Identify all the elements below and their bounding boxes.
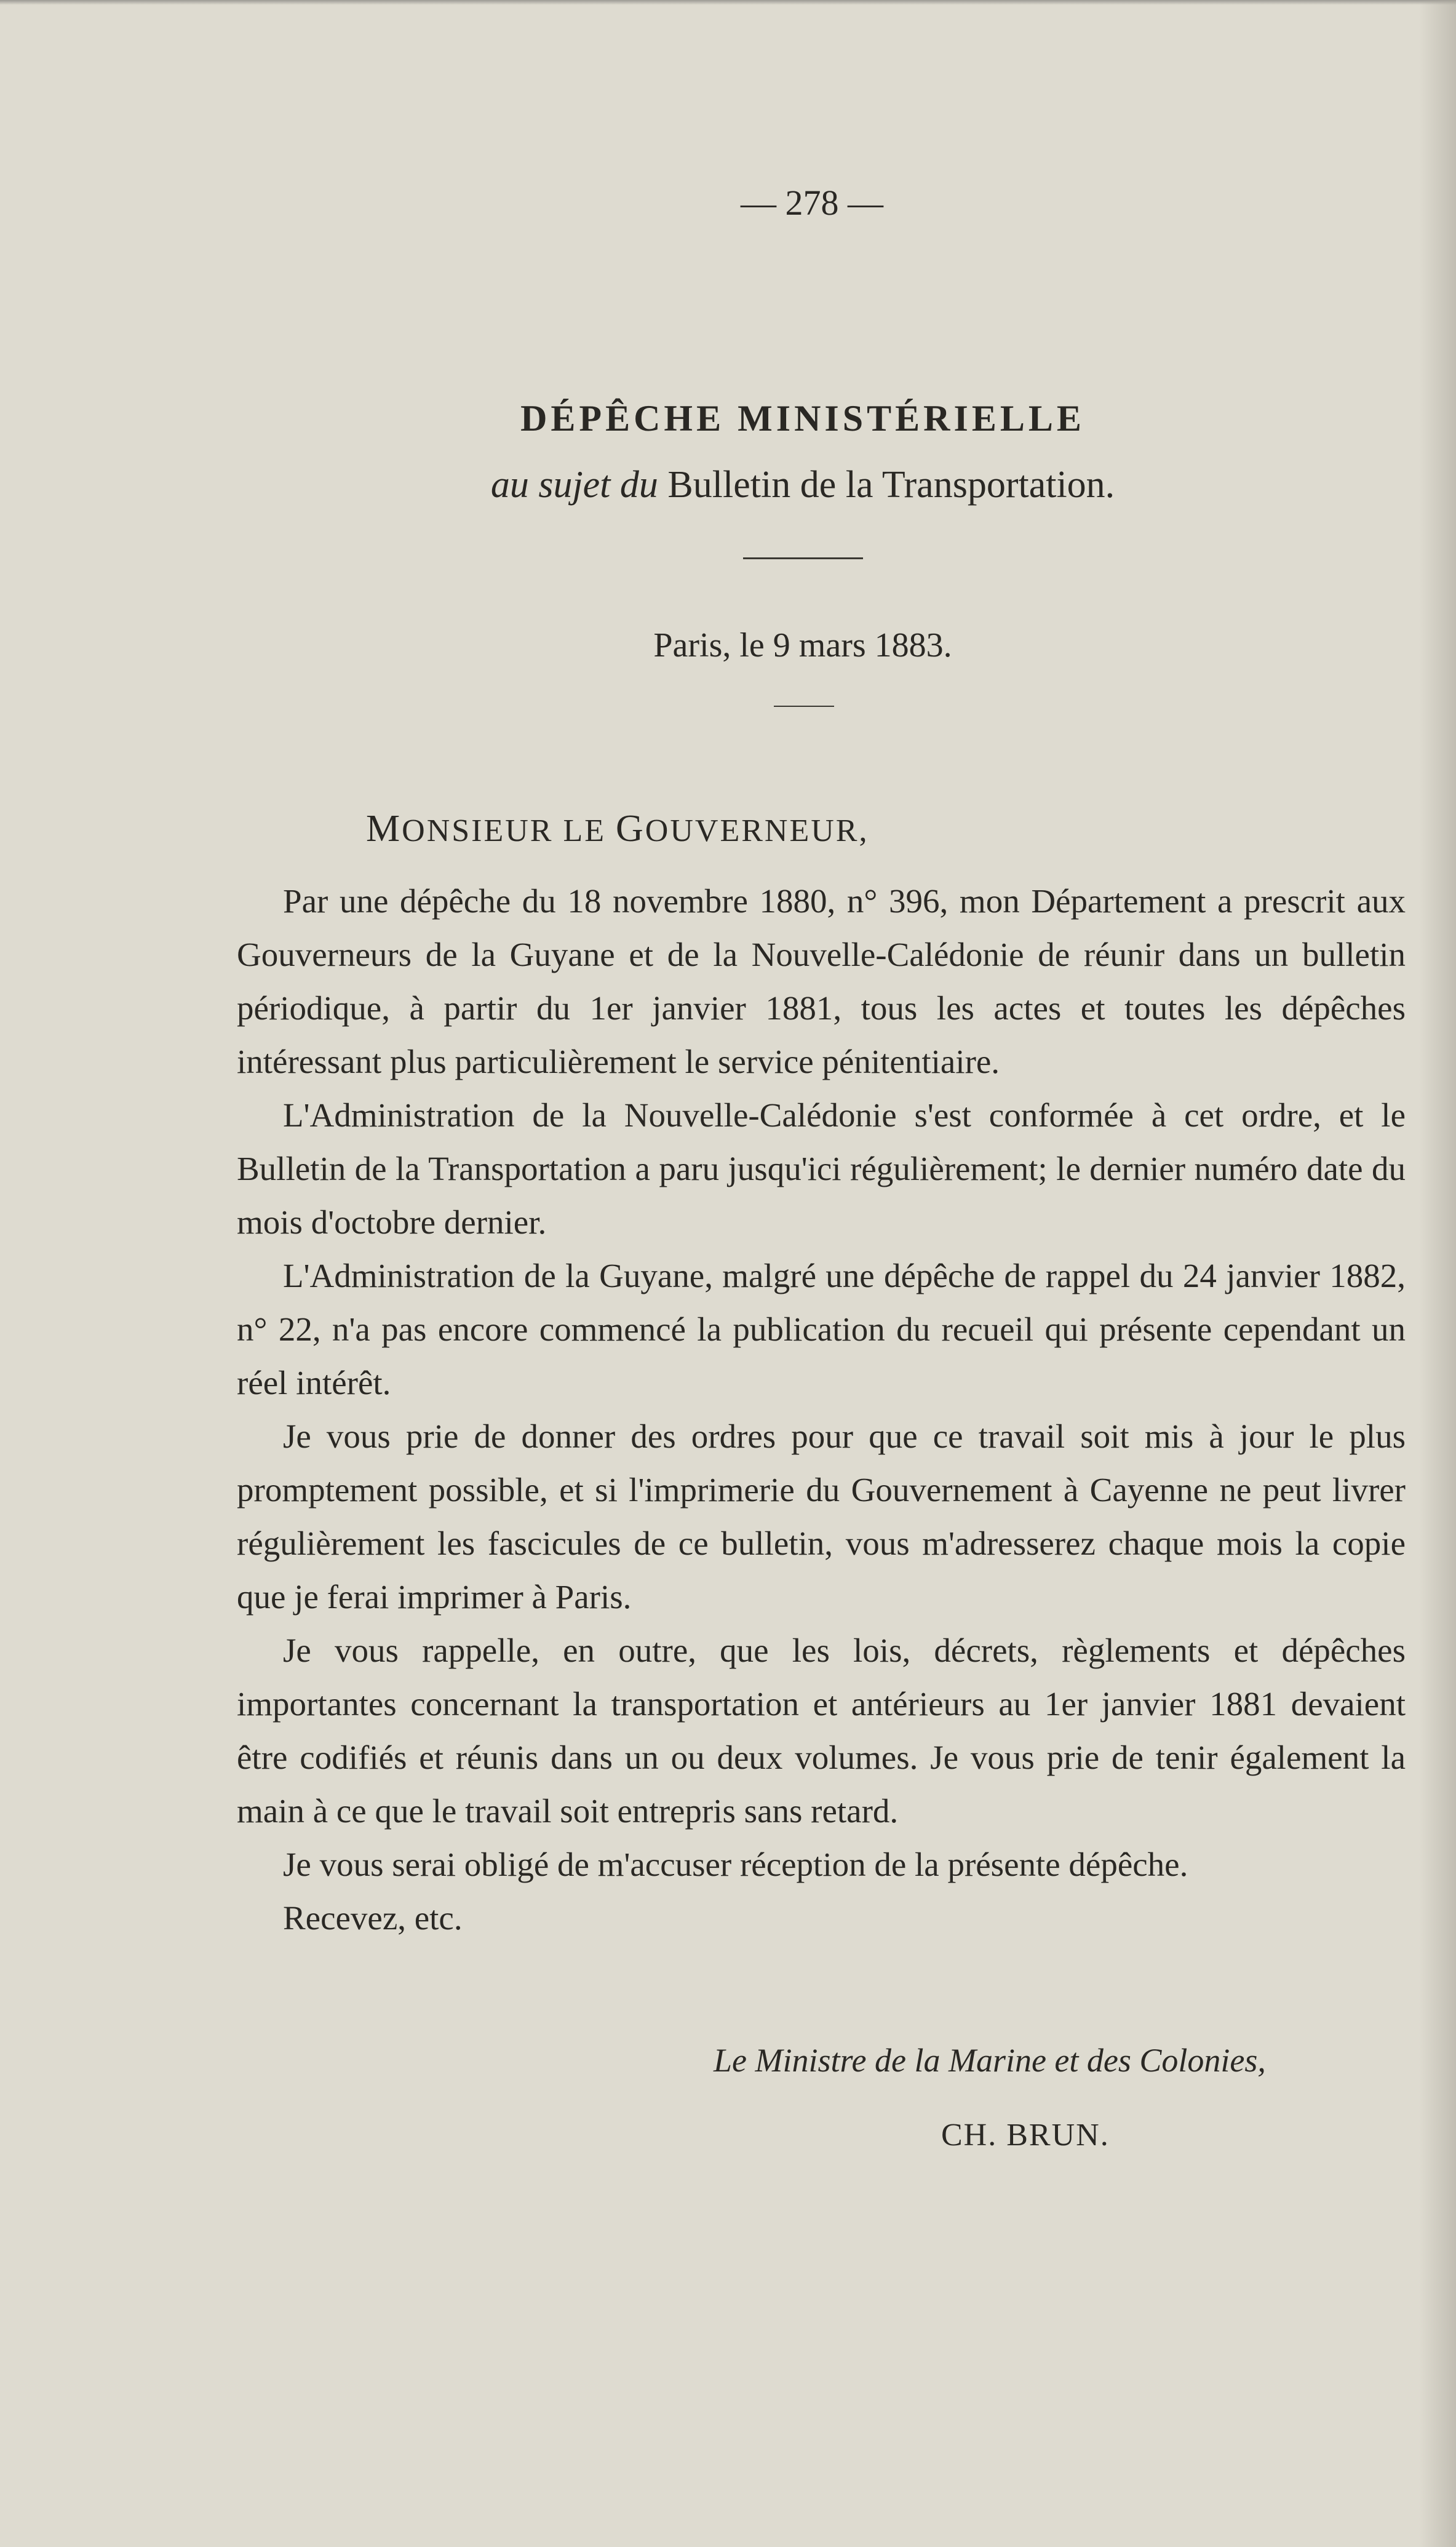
salutation-initial-1: M <box>366 808 402 850</box>
salutation <box>366 804 1406 853</box>
page-number: — 278 — <box>741 183 883 223</box>
paragraph: L'Administration de la Guyane, malgré une dépêche de rappel du 24 janvier 1882, n° 22, n'a pas encore commencé la publication du recueil qui présente cependant un réel intérêt. <box>237 1257 1406 1401</box>
paragraph: Je vous rappelle, en outre, que les lois, décrets, règlements et dépêches importantes concernant la transportation et antérieurs au 1er janvier 1881 devaient être codifiés et réunis dans un ou deux volumes. Je vous prie de tenir également la main à ce que le travail soit entrepris sans retard. <box>237 1632 1406 1830</box>
paragraph: Par une dépêche du 18 novembre 1880, n° 396, mon Département a prescrit aux Gouverneurs de la Guyane et de la Nouvelle-Calédonie de réunir dans un bulletin périodique, à partir du 1er janvier 1881, tous les actes et toutes les dépêches intéressant plus particulièrement le service pénitentiaire. <box>237 882 1406 1080</box>
paragraph: Je vous prie de donner des ordres pour que ce travail soit mis à jour le plus promptement possible, et si l'imprimerie du Gouvernement à Cayenne ne peut livrer régulièrement les fascicules de ce bulletin, vous m'adresserez chaque mois la copie que je ferai imprimer à Paris. <box>237 1417 1406 1616</box>
page-right-edge-shadow <box>1419 0 1456 2547</box>
signature-name: CH. BRUN. <box>941 2118 1110 2153</box>
document-subtitle <box>237 460 1406 509</box>
paragraph: Je vous serai obligé de m'accuser réception de la présente dépêche. <box>283 1846 1188 1883</box>
page-top-edge <box>0 0 1456 5</box>
dateline: Paris, le 9 mars 1883. <box>653 626 952 664</box>
salutation-smallcaps-1: ONSIEUR LE <box>402 813 616 848</box>
letter-body <box>237 874 1406 1945</box>
subtitle-roman-part: Bulletin de la Transportation. <box>667 464 1115 506</box>
title-divider <box>743 557 863 559</box>
paragraph: Recevez, etc. <box>283 1899 463 1937</box>
signature-title: Le Ministre de la Marine et des Colonies, <box>714 2042 1266 2079</box>
subtitle-italic-part: au sujet du <box>490 464 658 506</box>
document-page <box>237 178 1406 2160</box>
document-title: DÉPÊCHE MINISTÉRIELLE <box>520 398 1085 439</box>
paragraph: L'Administration de la Nouvelle-Calédonie s'est conformée à cet ordre, et le Bulletin de la Transportation a paru jusqu'ici régulièrement; le dernier numéro date du mois d'octobre dernier. <box>237 1096 1406 1241</box>
salutation-smallcaps-2: OUVERNEUR, <box>645 813 869 848</box>
salutation-initial-2: G <box>616 808 645 850</box>
dateline-divider <box>774 706 834 707</box>
